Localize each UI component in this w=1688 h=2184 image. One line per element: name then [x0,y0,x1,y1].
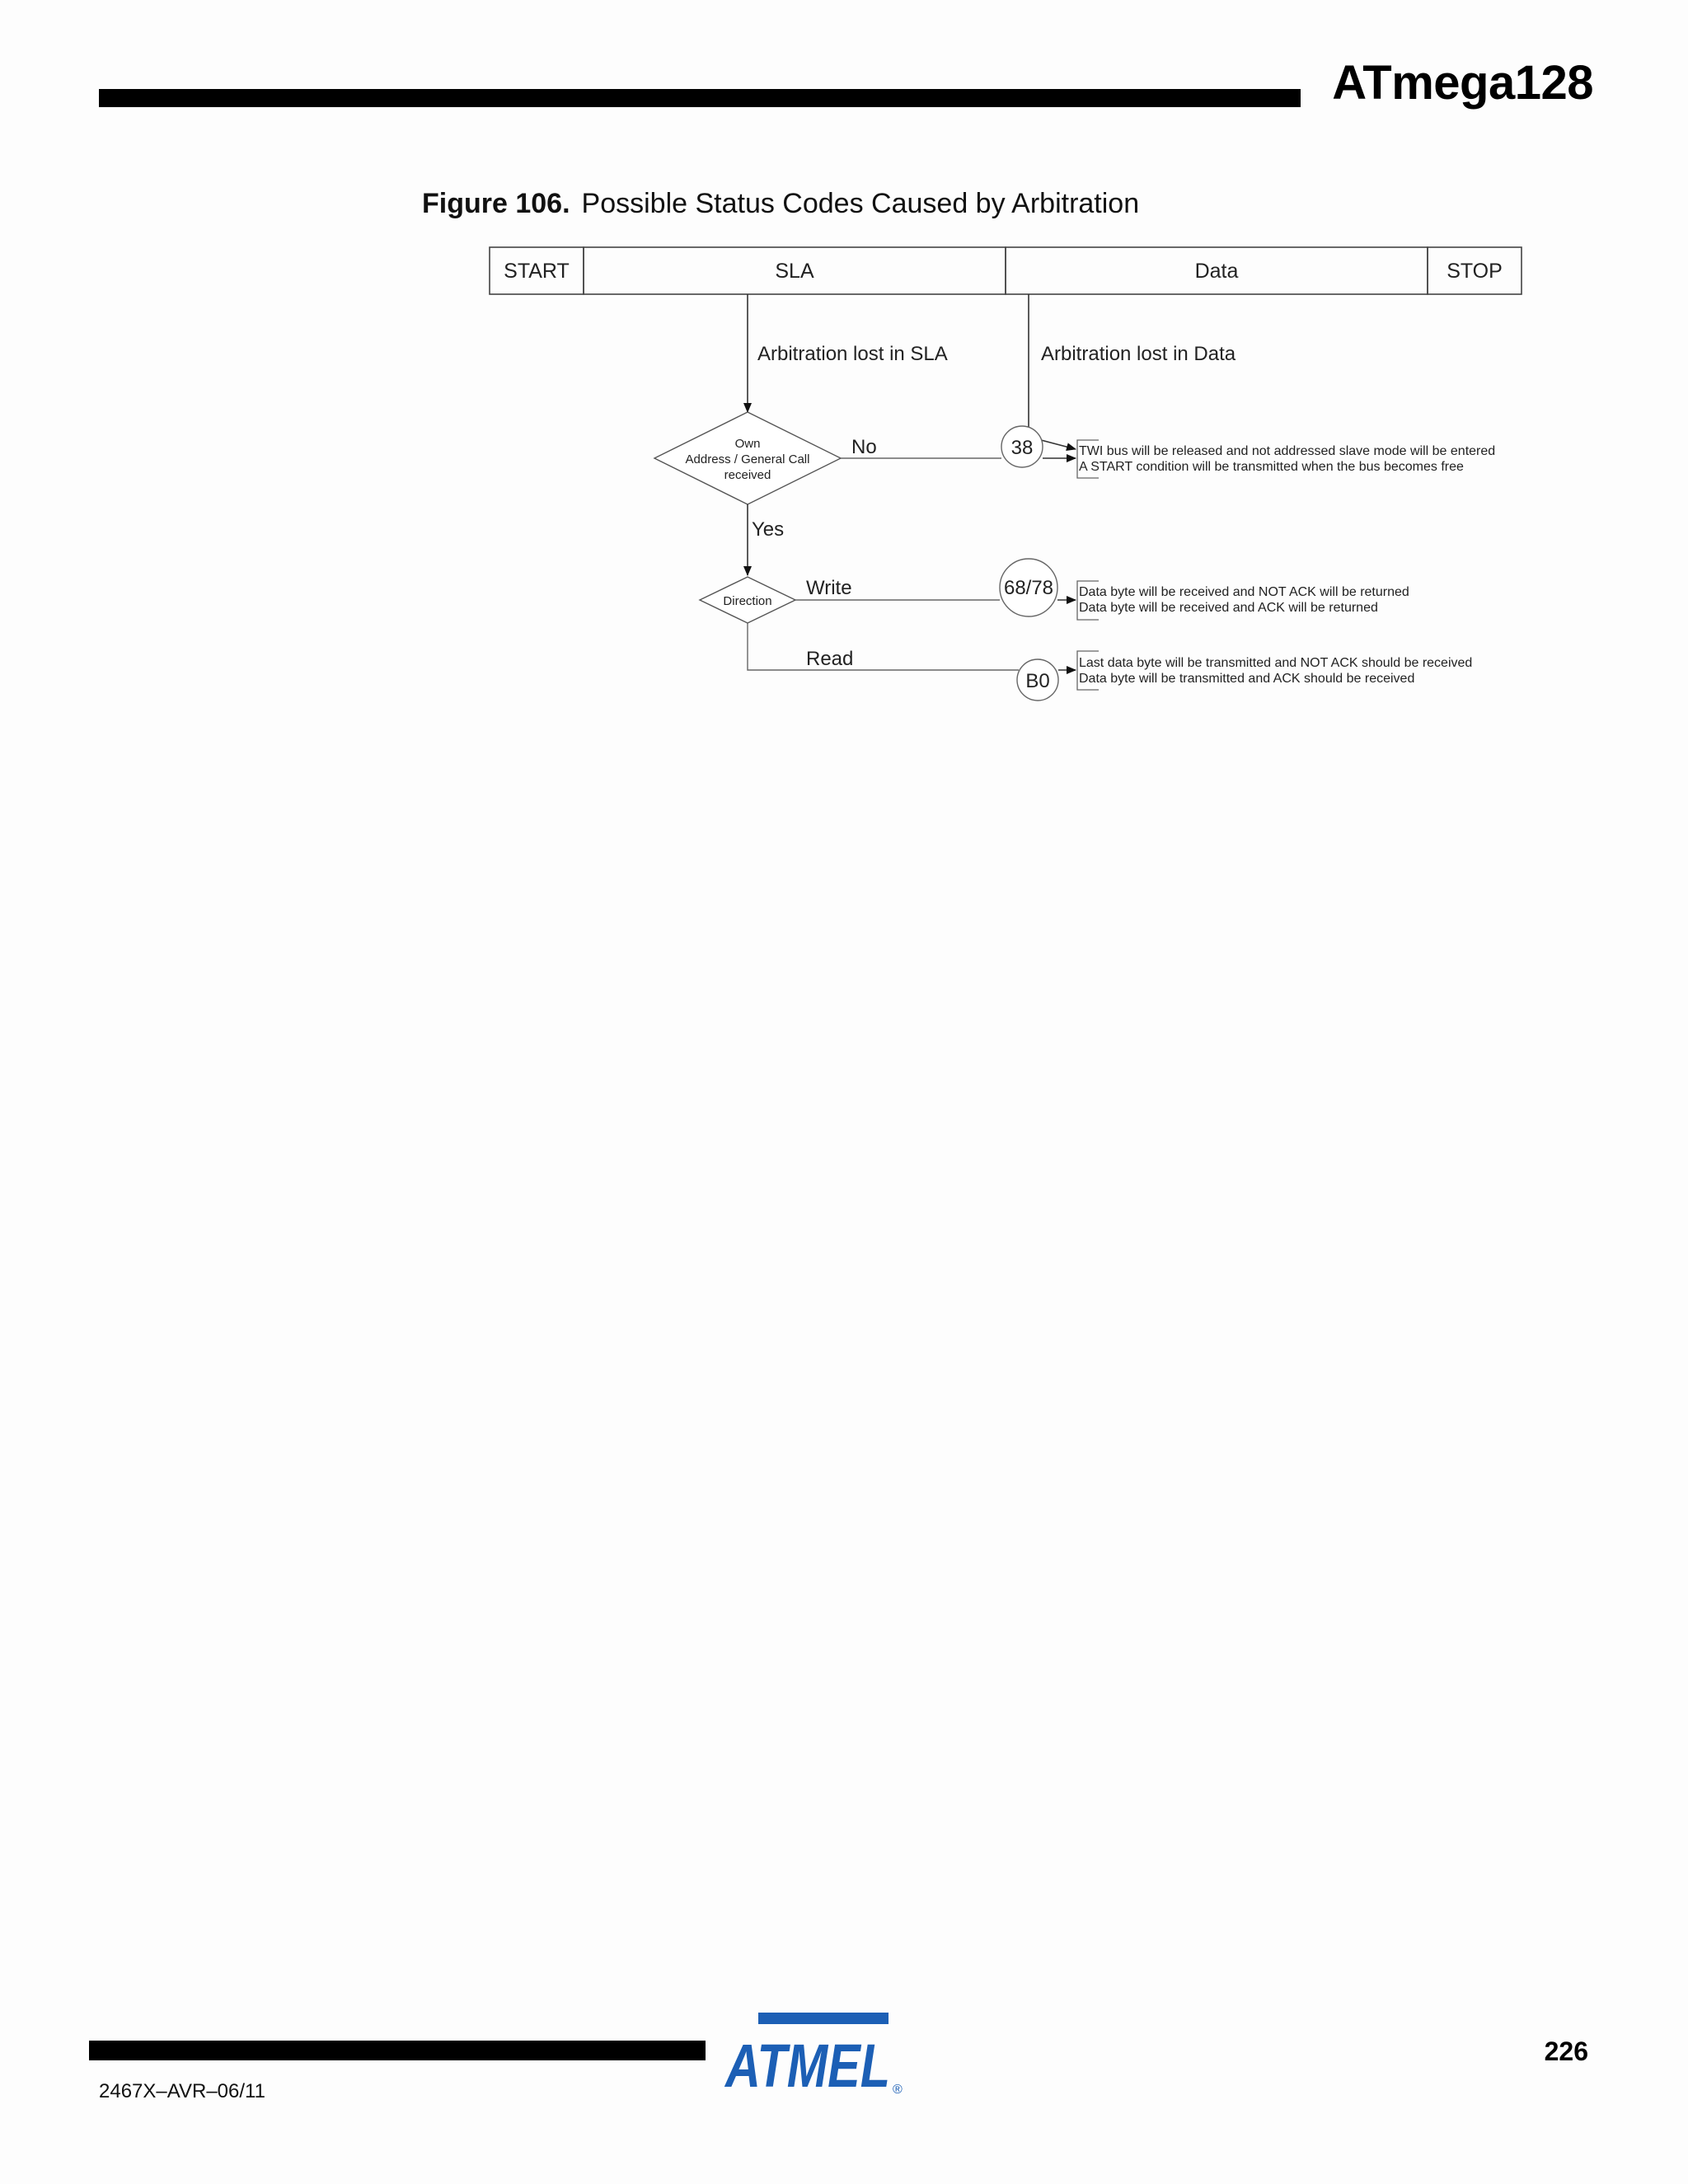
logo-top-bar [758,2013,889,2024]
decision-own-line1: Own [734,437,761,451]
figure-number: Figure 106. [422,188,570,219]
figure-title: Possible Status Codes Caused by Arbitration [581,188,1140,219]
arbitration-status-diagram [0,0,1688,742]
page-number: 226 [1544,2036,1588,2066]
arb-lost-sla-label: Arbitration lost in SLA [757,343,948,365]
read-branch-line [748,623,1019,670]
frame-stop-label: STOP [1447,260,1503,283]
decision-own-line2: Address / General Call [685,452,810,466]
outcome-68-78-line2: Data byte will be received and ACK will be returned [1079,601,1378,615]
frame-start-label: START [504,260,570,283]
status-code-68-78: 68/78 [1003,577,1054,599]
frame-data-label: Data [1194,260,1239,283]
arb-lost-data-label: Arbitration lost in Data [1041,343,1236,365]
status-code-b0: B0 [1025,670,1050,692]
document-code: 2467X–AVR–06/11 [99,2080,265,2102]
yes-label: Yes [752,518,785,541]
outcome-b0-line2: Data byte will be transmitted and ACK should be received [1079,672,1415,686]
direction-label: Direction [723,594,772,608]
logo-wordmark: ATMEL [724,2032,890,2097]
status-code-38: 38 [1010,437,1034,459]
frame-sla-label: SLA [775,260,814,283]
write-label: Write [806,577,852,599]
outcome-b0-line1: Last data byte will be transmitted and NOT ACK should be received [1079,656,1473,670]
arb-lost-data-connector [1029,294,1076,449]
atmel-logo [724,2011,905,2097]
footer-rule [89,2041,706,2060]
decision-own-line3: received [724,468,771,482]
document-title: ATmega128 [1332,56,1593,110]
outcome-68-78-line1: Data byte will be received and NOT ACK will be returned [1079,585,1409,599]
twi-frame [490,247,1522,294]
outcome-38-line1: TWI bus will be released and not addressed slave mode will be entered [1079,444,1496,458]
read-label: Read [806,648,854,670]
logo-registered-mark: ® [893,2083,903,2097]
outcome-38-line2: A START condition will be transmitted when the bus becomes free [1079,460,1464,474]
no-label: No [851,436,877,458]
